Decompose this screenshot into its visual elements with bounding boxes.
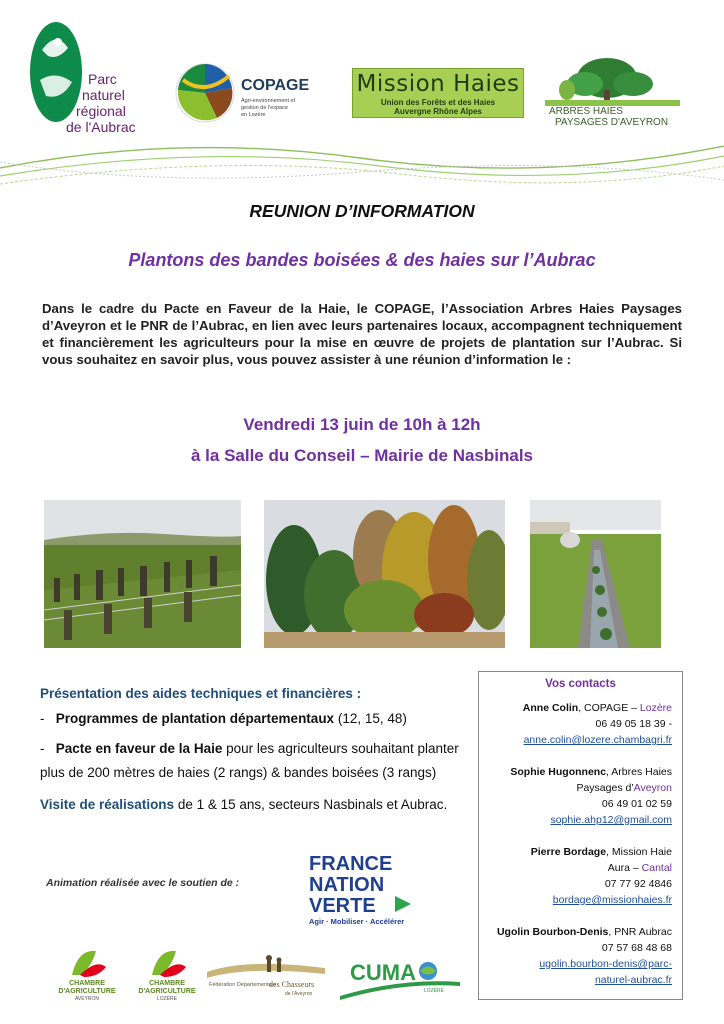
federation-chasseurs-logo bbox=[207, 950, 325, 998]
fnv-l1: FRANCE bbox=[309, 853, 393, 875]
contact-org: , Arbres Haies bbox=[606, 766, 672, 778]
contact-phone: 06 49 05 18 39 - bbox=[595, 718, 672, 730]
contact-anne-colin bbox=[482, 700, 672, 748]
contact-name: Anne Colin bbox=[522, 702, 579, 714]
copage-tagline3: en Lozère bbox=[241, 112, 266, 118]
decorative-waves bbox=[0, 128, 724, 198]
contact-dept: Lozère bbox=[639, 702, 672, 714]
page-title: REUNION D’INFORMATION bbox=[249, 201, 475, 221]
france-nation-verte-logo bbox=[307, 850, 419, 928]
contacts-box bbox=[478, 671, 683, 1000]
visite-rest: de 1 & 15 ans, secteurs Nasbinals et Aubrac. bbox=[174, 797, 448, 812]
item2-rest: pour les agriculteurs souhaitant planter plus de 200 mètres de haies (2 rangs) & bandes boisées (3 rangs) bbox=[40, 741, 459, 780]
contact-email-link[interactable]: bordage@missionhaies.fr bbox=[552, 894, 672, 906]
list-item: - Programmes de plantation départementaux (12, 15, 48) bbox=[40, 711, 407, 726]
photo-mature-wooded-strip bbox=[264, 500, 505, 648]
item1-bold: Programmes de plantation départementaux bbox=[55, 711, 335, 726]
mission-haies-logo bbox=[352, 68, 524, 118]
item2-bold: Pacte en faveur de la Haie bbox=[55, 741, 223, 756]
item1-rest: (12, 15, 48) bbox=[334, 711, 407, 726]
presentation-title: Présentation des aides techniques et financières : bbox=[40, 686, 362, 701]
copage-name: COPAGE bbox=[241, 77, 310, 94]
contact-dept: Cantal bbox=[641, 862, 672, 874]
chambre2-l2: D'AGRICULTURE bbox=[138, 988, 196, 995]
contact-ugolin-bourbon-denis bbox=[482, 924, 672, 988]
contact-name: Pierre Bordage bbox=[530, 846, 607, 858]
cuma-name: CUMA bbox=[350, 960, 416, 985]
cuma-lozere-logo bbox=[340, 952, 468, 1002]
chasseurs-l1: Fédération Départementale bbox=[209, 982, 276, 988]
contact-sophie-hugonnenc bbox=[482, 764, 672, 828]
contact-org: , COPAGE – bbox=[578, 702, 640, 714]
parc-line3: régional bbox=[76, 103, 126, 119]
chambre1-l1: CHAMBRE bbox=[69, 980, 105, 987]
photo-planting-strip-field bbox=[530, 500, 661, 648]
cuma-sub: LOZÈRE bbox=[424, 988, 445, 994]
event-place: à la Salle du Conseil – Mairie de Nasbinals bbox=[190, 446, 534, 465]
arrow-icon bbox=[395, 896, 411, 912]
chambre2-l3: LOZÈRE bbox=[156, 996, 178, 1002]
contact-name: Sophie Hugonnenc bbox=[510, 766, 607, 778]
visite-line bbox=[40, 797, 447, 812]
arbres-line1: ARBRES HAIES bbox=[549, 106, 623, 117]
copage-tagline1: Agri-environnement et bbox=[241, 98, 296, 104]
parc-aubrac-logo bbox=[28, 20, 158, 140]
contact-email-link-cont[interactable]: naturel-aubrac.fr bbox=[594, 974, 672, 986]
contact-email-link[interactable]: ugolin.bourbon-denis@parc- bbox=[539, 958, 672, 970]
chambre1-l3: AVEYRON bbox=[74, 996, 100, 1002]
fnv-l3: VERTE bbox=[309, 895, 376, 917]
chambre-agriculture-aveyron-logo bbox=[52, 945, 122, 1003]
parc-line2: naturel bbox=[82, 87, 125, 103]
chambre2-l1: CHAMBRE bbox=[149, 980, 185, 987]
contact-email-link[interactable]: anne.colin@lozere.chambagri.fr bbox=[523, 734, 672, 746]
contact-dept: Aveyron bbox=[633, 782, 672, 794]
list-item: - Pacte en faveur de la Haie pour les agriculteurs souhaitant planter plus de 200 mètres de haies (2 rangs) & bandes boisées (3 rangs) bbox=[40, 741, 459, 780]
parc-line1: Parc bbox=[88, 71, 117, 87]
page-subtitle: Plantons des bandes boisées & des haies sur l’Aubrac bbox=[128, 250, 596, 270]
contact-email-link[interactable]: sophie.ahp12@gmail.com bbox=[550, 814, 672, 826]
event-date: Vendredi 13 juin de 10h à 12h bbox=[243, 415, 481, 434]
chambre-agriculture-lozere-logo bbox=[132, 945, 202, 1003]
contacts-title: Vos contacts bbox=[545, 678, 616, 690]
copage-logo bbox=[175, 60, 325, 126]
contact-org: , PNR Aubrac bbox=[608, 926, 672, 938]
photo-young-hedge-plantation bbox=[44, 500, 241, 648]
chasseurs-l3: de l'Aveyron bbox=[285, 991, 313, 997]
contact-phone: 07 77 92 4846 bbox=[604, 878, 672, 890]
mission-haies-line1: Union des Forêts et des Haies bbox=[380, 98, 496, 107]
contact-org2: Aura – bbox=[607, 862, 642, 874]
contact-name: Ugolin Bourbon-Denis bbox=[496, 926, 609, 938]
copage-tagline2: gestion de l'espace bbox=[241, 105, 288, 111]
mission-haies-line2: Auvergne Rhône Alpes bbox=[394, 107, 482, 116]
arbres-line2: PAYSAGES D'AVEYRON bbox=[555, 117, 669, 128]
contact-org2: Paysages d’ bbox=[576, 782, 634, 794]
chasseurs-l2: des Chasseurs bbox=[269, 980, 315, 989]
fnv-l2: NATION bbox=[309, 874, 385, 896]
contact-phone: 07 57 68 48 68 bbox=[601, 942, 672, 954]
animation-credit: Animation réalisée avec le soutien de : bbox=[46, 877, 240, 889]
contact-phone: 06 49 01 02 59 bbox=[601, 798, 672, 810]
visite-bold: Visite de réalisations bbox=[40, 797, 175, 812]
chambre1-l2: D'AGRICULTURE bbox=[58, 988, 116, 995]
fnv-tag: Agir · Mobiliser · Accélérer bbox=[309, 917, 405, 926]
contact-org: , Mission Haie bbox=[606, 846, 672, 858]
mission-haies-name: Mission Haies bbox=[356, 71, 520, 97]
contact-pierre-bordage bbox=[482, 844, 672, 908]
arbres-haies-logo bbox=[545, 54, 680, 130]
parc-line4: de l'Aubrac bbox=[66, 119, 136, 135]
intro-paragraph: Dans le cadre du Pacte en Faveur de la Haie, le COPAGE, l’Association Arbres Haies Paysages d’Aveyron et le PNR de l’Aubrac, en lien avec leurs partenaires locaux, accompagnent techniquement et financièrement les agriculteurs pour la mise en œuvre de projets de plantation sur l’Aubrac. Si vous souhaitez en savoir plus, vous pouvez assister à une réunion d’information le : bbox=[42, 301, 682, 367]
